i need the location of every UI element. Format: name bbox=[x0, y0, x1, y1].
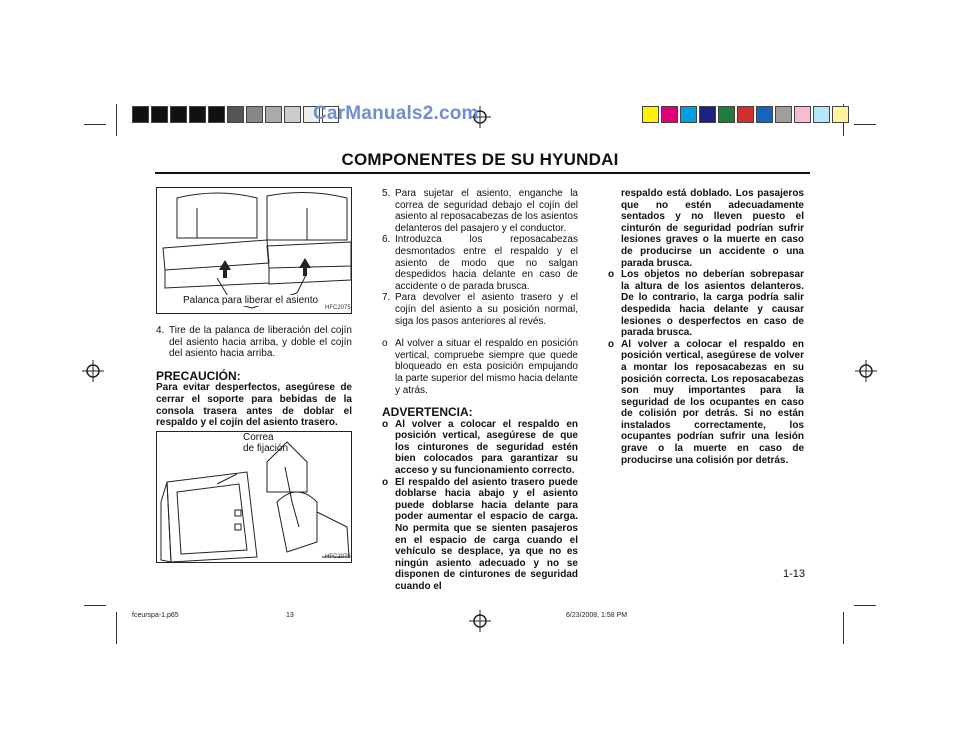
footer-date: 6/23/2008, 1:58 PM bbox=[566, 612, 628, 619]
note-item: o Al volver a situar el respaldo en posición vertical, compruebe siempre que quede bloqueado en esta posición empujando la parte superior del mismo hacia delante y atrás. bbox=[382, 338, 578, 396]
color-swatch bbox=[680, 106, 697, 123]
page-number: 1-13 bbox=[783, 568, 806, 580]
warning-heading: ADVERTENCIA: bbox=[382, 405, 473, 420]
crop-mark bbox=[854, 605, 876, 606]
footer-page: 13 bbox=[286, 612, 294, 619]
registration-mark-icon bbox=[82, 360, 104, 382]
registration-mark-icon bbox=[855, 360, 877, 382]
page-title: COMPONENTES DE SU HYUNDAI bbox=[341, 150, 619, 169]
precaution-heading: PRECAUCIÓN: bbox=[156, 368, 241, 383]
color-bar-left bbox=[132, 106, 341, 123]
watermark: CarManuals2.com bbox=[313, 103, 479, 124]
figure-label: Correa bbox=[243, 432, 274, 443]
warning-item: o El respaldo del asiento trasero puede doblarse hacia abajo y el asiento puede doblarse hacia delante para poder aumentar el espacio de carga. No permita que se sienten pasajeros en el espacio de carga cuando el vehículo se desplace, ya que no es ningún asiento adecuado y no se disponen de cinturones de seguridad cuando el bbox=[382, 476, 578, 592]
step-4: 4. Tire de la palanca de liberación del cojín del asiento hacia arriba, y doble el cojín del asiento hacia arriba. bbox=[156, 325, 352, 360]
footer-file: fceurspa-1.p65 bbox=[132, 612, 179, 619]
crop-mark bbox=[116, 104, 117, 136]
figure-code: HFC2076 bbox=[325, 554, 351, 560]
middle-column bbox=[382, 188, 578, 593]
color-swatch bbox=[813, 106, 830, 123]
color-swatch bbox=[246, 106, 263, 123]
crop-mark bbox=[843, 612, 844, 644]
crop-mark bbox=[84, 124, 106, 125]
color-swatch bbox=[642, 106, 659, 123]
color-swatch bbox=[756, 106, 773, 123]
color-swatch bbox=[189, 106, 206, 123]
color-bar-right bbox=[642, 106, 851, 123]
color-swatch bbox=[265, 106, 282, 123]
figure-code: HFC2075 bbox=[325, 305, 351, 311]
color-swatch bbox=[661, 106, 678, 123]
color-swatch bbox=[284, 106, 301, 123]
color-swatch bbox=[775, 106, 792, 123]
right-column bbox=[608, 188, 804, 466]
step-7: 7. Para devolver el asiento trasero y el cojín del asiento a su posición normal, siga los pasos anteriores al revés. bbox=[382, 292, 578, 327]
step-5: 5. Para sujetar el asiento, enganche la correa de seguridad debajo el cojín del asiento al reposacabezas de los asientos delanteros del pasajero y el conductor. bbox=[382, 188, 578, 234]
color-swatch bbox=[737, 106, 754, 123]
color-swatch bbox=[151, 106, 168, 123]
warning-item: o Al volver a colocar el respaldo en posición vertical, asegúrese de volver a montar los reposacabezas en su posición correcta. Los reposacabezas son muy importantes para la seguridad de los ocupantes en caso de colisión por detrás. Si no están instalados correctamente, los ocupantes podrían sufrir una lesión grave o la muerte en caso de producirse una colisión por detrás. bbox=[608, 338, 804, 466]
precaution-text: Para evitar desperfectos, asegúrese de cerrar el soporte para bebidas de la consola trasera antes de doblar el respaldo y el cojín del asiento trasero. bbox=[156, 382, 352, 429]
color-swatch bbox=[227, 106, 244, 123]
figure-seat-release bbox=[156, 187, 352, 314]
crop-mark bbox=[84, 605, 106, 606]
figure-strap bbox=[156, 431, 352, 563]
warning-item: o Los objetos no deberían sobrepasar la altura de los asientos delanteros. De lo contrario, la carga podría salir despedida hacia delante y causar lesiones o desperfectos en caso de parada brusca. bbox=[608, 269, 804, 339]
figure-label: Palanca para liberar el asiento bbox=[183, 295, 319, 306]
color-swatch bbox=[208, 106, 225, 123]
figure-label: de fijación bbox=[243, 443, 289, 454]
title-rule bbox=[155, 172, 810, 174]
color-swatch bbox=[718, 106, 735, 123]
crop-mark bbox=[854, 124, 876, 125]
registration-mark-icon bbox=[469, 610, 491, 632]
left-column bbox=[156, 325, 352, 429]
color-swatch bbox=[699, 106, 716, 123]
warning-item: o Al volver a colocar el respaldo en posición vertical, asegúrese de que los cinturones de seguridad estén bien colocados para garantizar su acceso y su funcionamiento correcto. bbox=[382, 418, 578, 477]
color-swatch bbox=[132, 106, 149, 123]
warning-continuation: respaldo está doblado. Los pasajeros que no estén adecuadamente sentados y no lleven puesto el cinturón de seguridad podrían sufrir lesiones graves o la muerte en caso de producirse un accidente o una parada brusca. bbox=[621, 188, 804, 269]
color-swatch bbox=[832, 106, 849, 123]
color-swatch bbox=[170, 106, 187, 123]
color-swatch bbox=[794, 106, 811, 123]
crop-mark bbox=[116, 612, 117, 644]
step-6: 6. Introduzca los reposacabezas desmontados entre el respaldo y el asiento de modo que no salgan despedidos hacia delante en caso de accidente o de parada brusca. bbox=[382, 234, 578, 292]
